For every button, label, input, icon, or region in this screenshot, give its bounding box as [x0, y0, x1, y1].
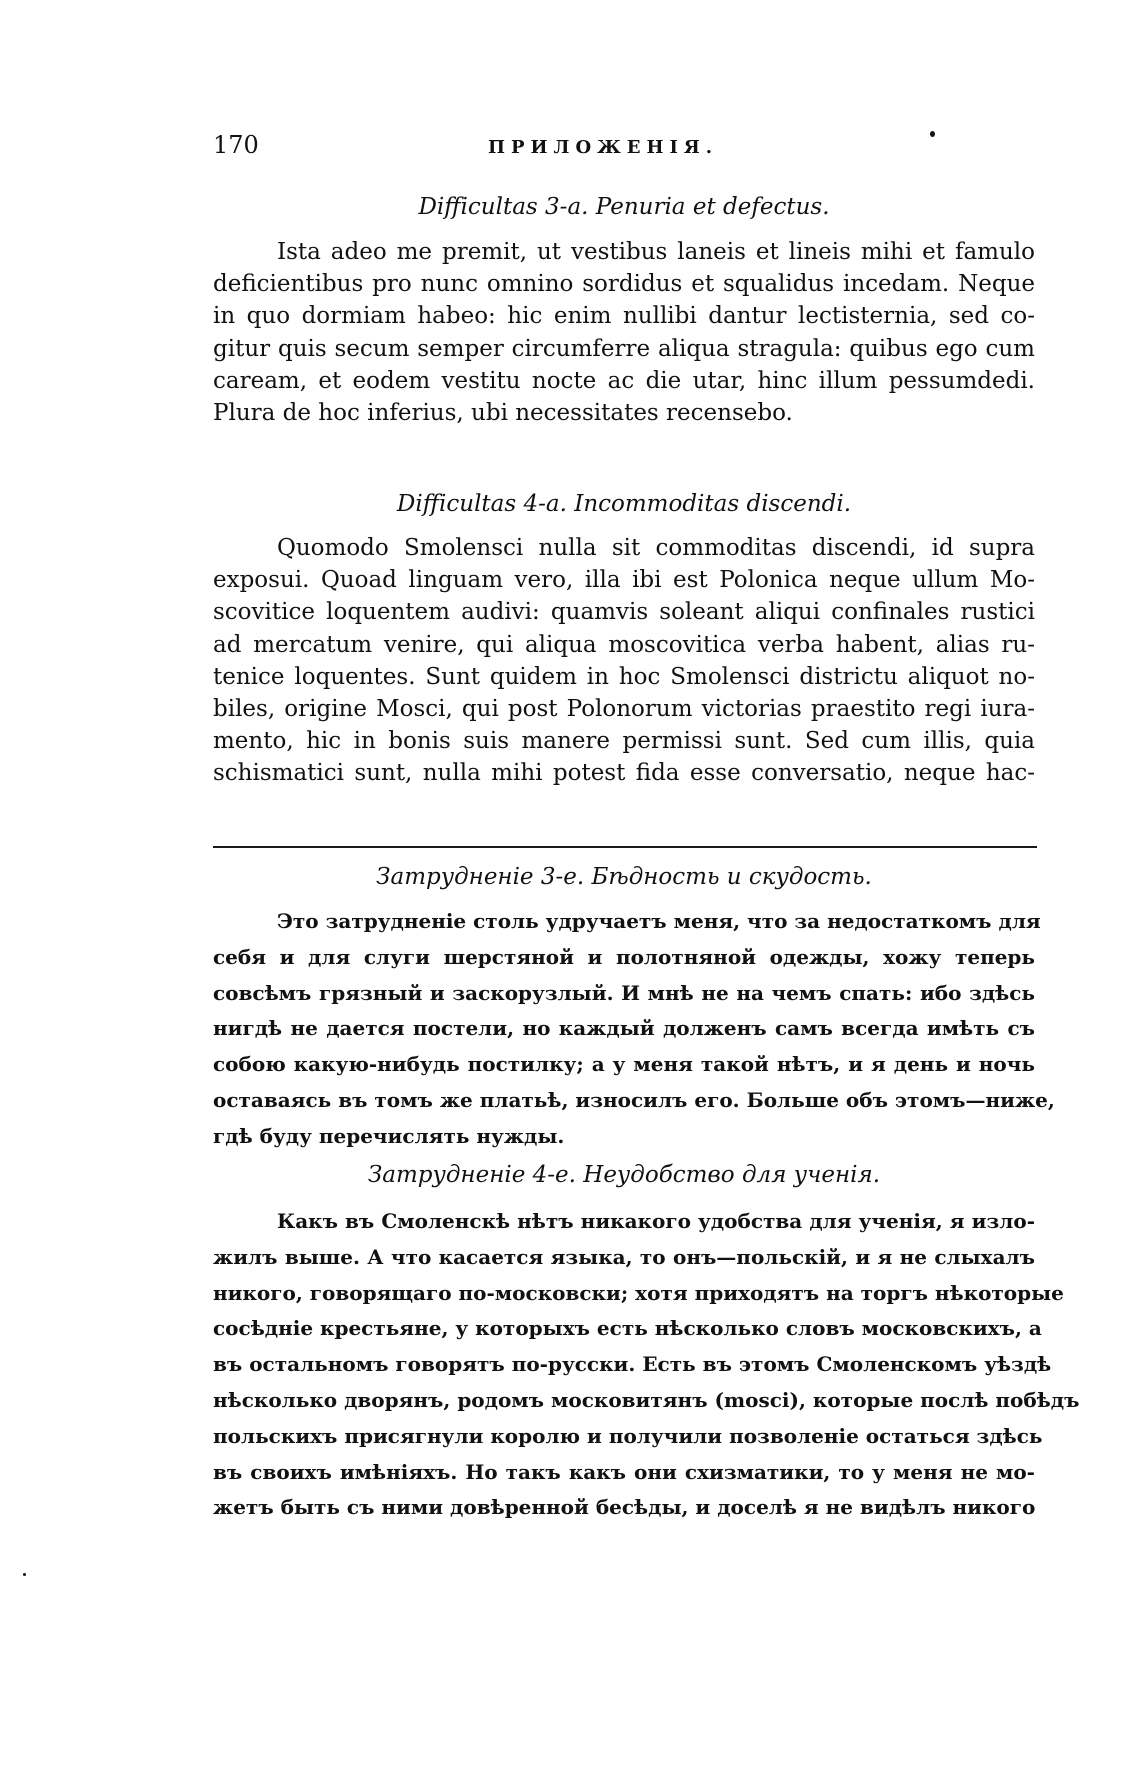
text-line: tenice loquentes. Sunt quidem in hoc Smolensci districtu aliquot no- — [213, 663, 1035, 690]
text-line: оставаясь въ томъ же платьѣ, износилъ его. Больше объ этомъ—ниже, — [213, 1087, 1055, 1112]
text-line: гдѣ буду перечислять нужды. — [213, 1123, 565, 1148]
text-line: совсѣмъ грязный и заскорузлый. И мнѣ не на чемъ спать: ибо здѣсь — [213, 980, 1035, 1005]
ink-speck — [930, 131, 935, 137]
text-line: себя и для слуги шерстяной и полотняной одежды, хожу теперь — [213, 944, 1035, 969]
russian-heading-zatrudnenie-4: Затрудненіе 4-е. Неудобство для ученія. — [367, 1162, 881, 1188]
latin-heading-difficultas-3: Difficultas 3-a. Penuria et defectus. — [418, 194, 830, 220]
text-line: нѣсколько дворянъ, родомъ московитянъ (mosci), которые послѣ побѣдъ — [213, 1387, 1080, 1412]
text-line: exposui. Quoad linguam vero, illa ibi est Polonica neque ullum Mo- — [213, 567, 1035, 594]
text-line: нигдѣ не дается постели, но каждый долженъ самъ всегда имѣть съ — [213, 1016, 1035, 1041]
text-line: польскихъ присягнули королю и получили позволеніе остаться здѣсь — [213, 1423, 1043, 1448]
latin-heading-difficultas-4: Difficultas 4-a. Incommoditas discendi. — [396, 491, 852, 517]
page-number: 170 — [213, 131, 259, 159]
text-line: in quo dormiam habeo: hic enim nullibi dantur lectisternia, sed co- — [213, 303, 1035, 330]
text-line: въ своихъ имѣніяхъ. Но такъ какъ они схизматики, то у меня не мо- — [213, 1459, 1035, 1484]
text-line: Plura de hoc inferius, ubi necessitates recensebo. — [213, 399, 793, 426]
text-line: Какъ въ Смоленскѣ нѣтъ никакого удобства для ученія, я изло- — [277, 1209, 1035, 1233]
russian-paragraph-4 — [213, 1204, 1080, 1526]
running-head: ПРИЛОЖЕНІЯ. — [488, 137, 719, 158]
text-line: deficientibus pro nunc omnino sordidus et squalidus incedam. Neque — [213, 271, 1035, 298]
russian-heading-zatrudnenie-3: Затрудненіе 3-е. Бѣдность и скудость. — [376, 864, 872, 890]
text-line: biles, origine Mosci, qui post Polonorum victorias praestito regi iura- — [213, 695, 1035, 722]
text-line: въ остальномъ говорятъ по-русски. Есть въ этомъ Смоленскомъ уѣздѣ — [213, 1352, 1052, 1377]
ink-speck — [23, 1573, 26, 1576]
russian-paragraph-3 — [213, 904, 1055, 1155]
text-line: жилъ выше. А что касается языка, то онъ—польскій, и я не слыхалъ — [213, 1244, 1035, 1269]
latin-paragraph-4 — [213, 532, 1035, 790]
text-line: никого, говорящаго по-московски; хотя приходятъ на торгъ нѣкоторые — [213, 1280, 1064, 1305]
text-line: Quomodo Smolensci nulla sit commoditas discendi, id supra — [277, 535, 1035, 561]
text-line: mento, hic in bonis suis manere permissi sunt. Sed cum illis, quia — [213, 728, 1035, 755]
section-divider-rule — [213, 846, 1037, 848]
text-line: schismatici sunt, nulla mihi potest fida esse conversatio, neque hac- — [213, 760, 1035, 787]
text-line: ad mercatum venire, qui aliqua moscovitica verba habent, alias ru- — [213, 631, 1035, 658]
latin-paragraph-3 — [213, 236, 1035, 429]
text-line: caream, et eodem vestitu nocte ac die utar, hinc illum pessumdedi. — [213, 367, 1035, 394]
text-line: gitur quis secum semper circumferre aliqua stragula: quibus ego cum — [213, 335, 1035, 362]
text-line: scovitice loquentem audivi: quamvis soleant aliqui confinales rustici — [213, 599, 1035, 626]
text-line: сосѣдніе крестьяне, у которыхъ есть нѣсколько словъ московскихъ, а — [213, 1316, 1042, 1341]
text-line: собою какую-нибудь постилку; а у меня такой нѣтъ, и я день и ночь — [213, 1052, 1035, 1077]
text-line: Это затрудненіе столь удручаетъ меня, что за недостаткомъ для — [277, 909, 1041, 933]
text-line: жетъ быть съ ними довѣренной бесѣды, и доселѣ я не видѣлъ никого — [213, 1495, 1036, 1520]
text-line: Ista adeo me premit, ut vestibus laneis et lineis mihi et famulo — [277, 239, 1035, 265]
